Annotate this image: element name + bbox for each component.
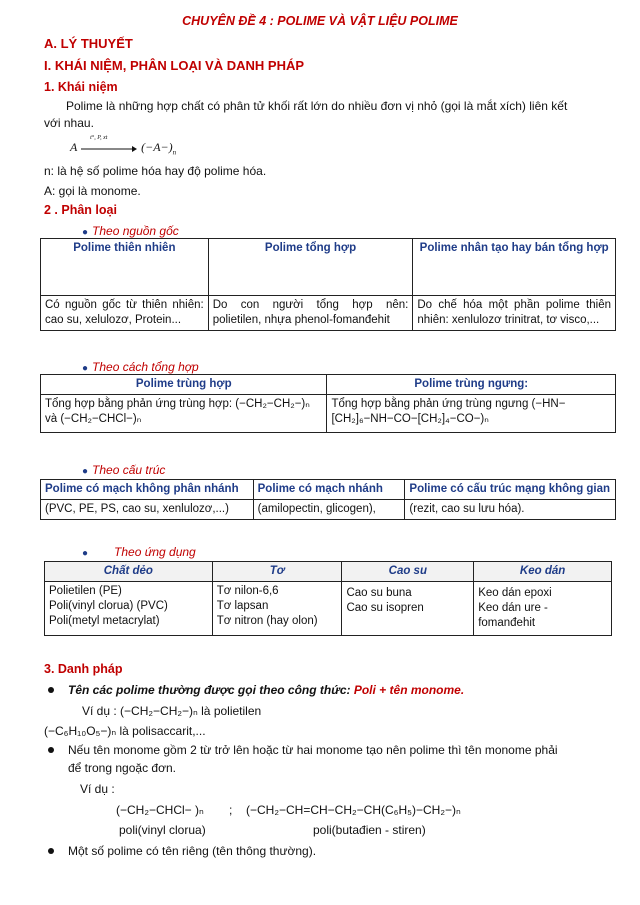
- formula-polymer: (−A−): [141, 140, 173, 154]
- origin-header-natural: Polime thiên nhiên: [41, 239, 209, 296]
- structure-header-linear: Polime có mạch không phân nhánh: [41, 480, 254, 500]
- synthesis-table: [40, 374, 616, 433]
- example-formula-bs: (−CH₂−CH=CH−CH₂−CH(C₆H₅)−CH₂−)ₙ: [246, 803, 461, 817]
- structure-header-network: Polime có cấu trúc mạng không gian: [405, 480, 616, 500]
- structure-cell-network: (rezit, cao su lưu hóa).: [405, 500, 616, 520]
- naming-rule-2-line-1: Nếu tên monome gồm 2 từ trở lên hoặc từ hai monome tạo nên polime thì tên monome phải: [68, 743, 558, 757]
- a-definition: A: gọi là monome.: [44, 184, 141, 198]
- application-cell-fibers: Tơ nilon-6,6 Tơ lapsan Tơ nitron (hay olon): [212, 582, 342, 636]
- definition-line-2: với nhau.: [44, 116, 94, 130]
- naming-example-2: (−C₆H₁₀O₅−)ₙ là polisaccarit,...: [44, 724, 206, 738]
- application-header-plastics: Chất dẻo: [45, 562, 213, 582]
- naming-example-label: Ví dụ :: [80, 782, 115, 796]
- example-name-bs: poli(butađien - stiren): [313, 823, 426, 837]
- section-3-heading: 3. Danh pháp: [44, 662, 123, 676]
- naming-rule-2-line-2: để trong ngoặc đơn.: [68, 761, 176, 775]
- bullet-icon: ●: [82, 548, 89, 559]
- structure-label: ● Theo cấu trúc: [82, 463, 166, 477]
- naming-rule: Tên các polime thường được gọi theo công thức: Poli + tên monome.: [68, 683, 465, 697]
- bullet-icon: ●: [82, 363, 89, 374]
- structure-header-branched: Polime có mạch nhánh: [253, 480, 405, 500]
- example-formula-pvc: (−CH₂−CHCl− )ₙ: [116, 803, 204, 817]
- application-header-adhesives: Keo dán: [474, 562, 612, 582]
- synthesis-header-condensation: Polime trùng ngưng:: [327, 375, 616, 395]
- naming-example-1: Ví dụ : (−CH₂−CH₂−)ₙ là polietilen: [82, 704, 262, 718]
- origin-table: [40, 238, 616, 331]
- bullet-icon: [48, 687, 56, 695]
- bullet-icon: [48, 848, 56, 856]
- formula-subscript: n: [172, 148, 177, 157]
- bullet-icon: ●: [82, 227, 89, 238]
- example-separator: ;: [229, 803, 233, 817]
- definition-line-1: Polime là những hợp chất có phân tử khối rất lớn do nhiều đơn vị nhỏ (gọi là mắt xích) liên kết: [66, 99, 568, 113]
- origin-cell-natural: Có nguồn gốc từ thiên nhiên: cao su, xelulozơ, Protein...: [41, 296, 209, 331]
- section-2-heading: 2 . Phân loại: [44, 203, 117, 217]
- application-header-rubber: Cao su: [342, 562, 474, 582]
- structure-table: [40, 479, 616, 520]
- polymerization-formula: [70, 135, 177, 157]
- formula-monomer: A: [70, 140, 78, 154]
- synthesis-cell-addition: Tổng hợp bằng phản ứng trùng hợp: (−CH₂−CH₂−)ₙ và (−CH₂−CHCl−)ₙ: [41, 395, 327, 433]
- bullet-icon: [48, 747, 56, 755]
- application-cell-rubber: Cao su buna Cao su isopren: [342, 582, 474, 636]
- application-label: ● Theo ứng dụng: [82, 545, 196, 559]
- origin-header-synthetic: Polime tổng hợp: [208, 239, 413, 296]
- origin-label: ● Theo nguồn gốc: [82, 224, 179, 238]
- naming-formula: Poli + tên monome.: [353, 683, 465, 697]
- structure-cell-linear: (PVC, PE, PS, cao su, xenlulozơ,...): [41, 500, 254, 520]
- reaction-arrow-icon: [80, 135, 138, 155]
- document-title: CHUYÊN ĐỀ 4 : POLIME VÀ VẬT LIỆU POLIME: [182, 14, 458, 28]
- origin-cell-artificial: Do chế hóa một phần polime thiên nhiên: xenlulozơ trinitrat, tơ visco,...: [413, 296, 616, 331]
- example-name-pvc: poli(vinyl clorua): [119, 823, 206, 837]
- synthesis-cell-condensation: Tổng hợp bằng phản ứng trùng ngưng (−HN−[CH₂]₆−NH−CO−[CH₂]₄−CO−)ₙ: [327, 395, 616, 433]
- application-header-fibers: Tơ: [212, 562, 342, 582]
- structure-cell-branched: (amilopectin, glicogen),: [253, 500, 405, 520]
- section-1-heading: 1. Khái niệm: [44, 80, 118, 94]
- application-cell-adhesives: Keo dán epoxi Keo dán ure - fomanđehit: [474, 582, 612, 636]
- application-table: [44, 561, 612, 636]
- synthesis-header-addition: Polime trùng hợp: [41, 375, 327, 395]
- n-definition: n: là hệ số polime hóa hay độ polime hóa.: [44, 164, 267, 178]
- origin-cell-synthetic: Do con người tổng hợp nên: polietilen, nhựa phenol-fomanđehit: [208, 296, 413, 331]
- application-cell-plastics: Polietilen (PE) Poli(vinyl clorua) (PVC) Poli(metyl metacrylat): [45, 582, 213, 636]
- origin-header-artificial: Polime nhân tạo hay bán tổng hợp: [413, 239, 616, 296]
- synthesis-label: ● Theo cách tổng hợp: [82, 360, 199, 374]
- section-i-heading: I. KHÁI NIỆM, PHÂN LOẠI VÀ DANH PHÁP: [44, 58, 305, 73]
- bullet-icon: ●: [82, 466, 89, 477]
- naming-rule-3: Một số polime có tên riêng (tên thông thường).: [68, 844, 317, 858]
- reaction-condition: t°, P, xt: [90, 135, 108, 142]
- section-a-heading: A. LÝ THUYẾT: [44, 36, 133, 51]
